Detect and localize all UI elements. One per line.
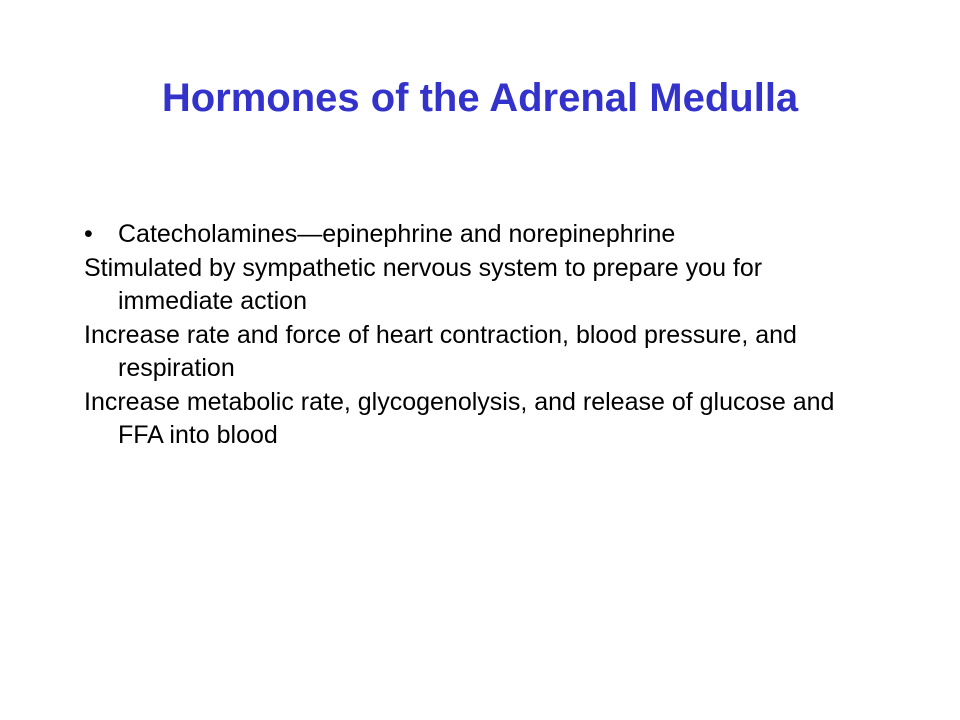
paragraph-text: Increase rate and force of heart contraction, blood pressure, and respiration <box>84 320 797 382</box>
body-paragraph <box>84 319 884 386</box>
slide-title: Hormones of the Adrenal Medulla <box>161 76 799 120</box>
body-paragraph <box>84 252 884 319</box>
bullet-paragraph <box>84 218 884 252</box>
paragraph-text: Catecholamines—epinephrine and norepinephrine <box>118 220 676 248</box>
paragraph-text: Increase metabolic rate, glycogenolysis, and release of glucose and FFA into blood <box>84 387 835 449</box>
slide-body <box>84 218 884 453</box>
bullet-icon: • <box>84 220 93 248</box>
paragraph-text: Stimulated by sympathetic nervous system to prepare you for immediate action <box>84 253 763 315</box>
body-paragraph <box>84 386 884 453</box>
